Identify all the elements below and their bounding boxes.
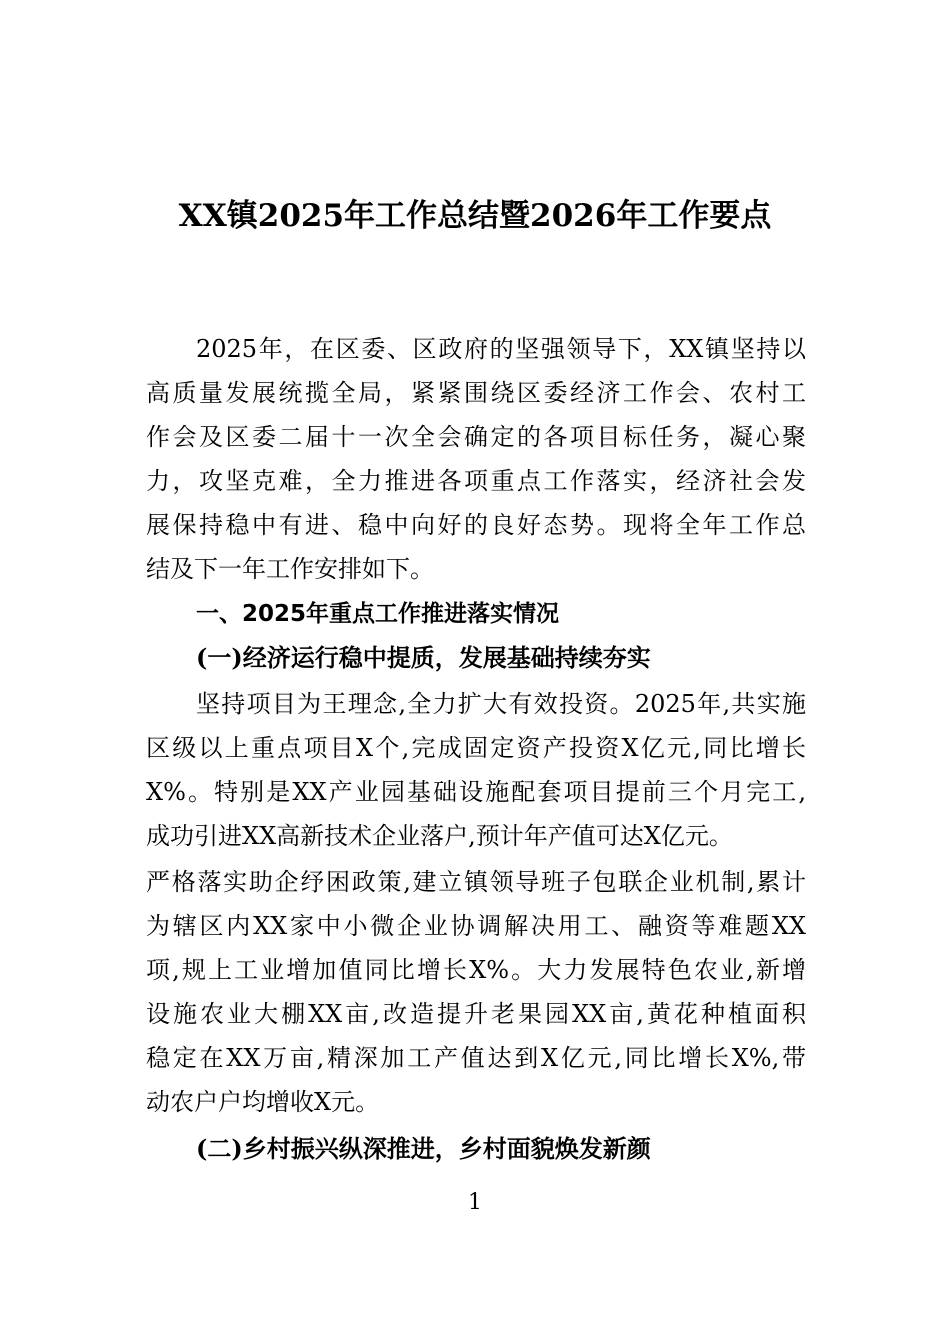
intro-line: 高质量发展统揽全局，紧紧围绕区委经济工作会、农村工: [146, 379, 806, 407]
body-line: 动农户户均增收X元。: [146, 1088, 380, 1116]
subsection-heading: (二)乡村振兴纵深推进，乡村面貌焕发新颜: [196, 1134, 651, 1163]
body-line: 稳定在XX万亩,精深加工产值达到X亿元,同比增长X%,带: [146, 1044, 806, 1072]
body-line: 成功引进XX高新技术企业落户,预计年产值可达X亿元。: [146, 822, 733, 850]
intro-line: 作会及区委二届十一次全会确定的各项目标任务，凝心聚: [146, 423, 806, 451]
body-line: 项,规上工业增加值同比增长X%。大力发展特色农业,新增: [146, 956, 806, 984]
body-line: 区级以上重点项目X个,完成固定资产投资X亿元,同比增长: [146, 734, 806, 762]
body-line: X%。特别是XX产业园基础设施配套项目提前三个月完工,: [146, 778, 806, 806]
body-line: 为辖区内XX家中小微企业协调解决用工、融资等难题XX: [146, 912, 806, 940]
body-line: 设施农业大棚XX亩,改造提升老果园XX亩,黄花种植面积: [146, 1000, 806, 1028]
body-line: 坚持项目为王理念,全力扩大有效投资。2025年,共实施: [196, 690, 806, 718]
subsection-heading: (一)经济运行稳中提质，发展基础持续夯实: [196, 643, 651, 672]
intro-line: 结及下一年工作安排如下。: [146, 555, 434, 583]
intro-line: 2025年，在区委、区政府的坚强领导下，XX镇坚持以: [196, 335, 806, 363]
document-title: XX镇2025年工作总结暨2026年工作要点: [178, 198, 772, 234]
intro-line: 力，攻坚克难，全力推进各项重点工作落实，经济社会发: [146, 467, 806, 495]
body-line: 严格落实助企纾困政策,建立镇领导班子包联企业机制,累计: [146, 868, 806, 896]
section-heading: 一、2025年重点工作推进落实情况: [196, 601, 560, 627]
page-number: 1: [468, 1190, 482, 1215]
intro-line: 展保持稳中有进、稳中向好的良好态势。现将全年工作总: [146, 511, 806, 539]
